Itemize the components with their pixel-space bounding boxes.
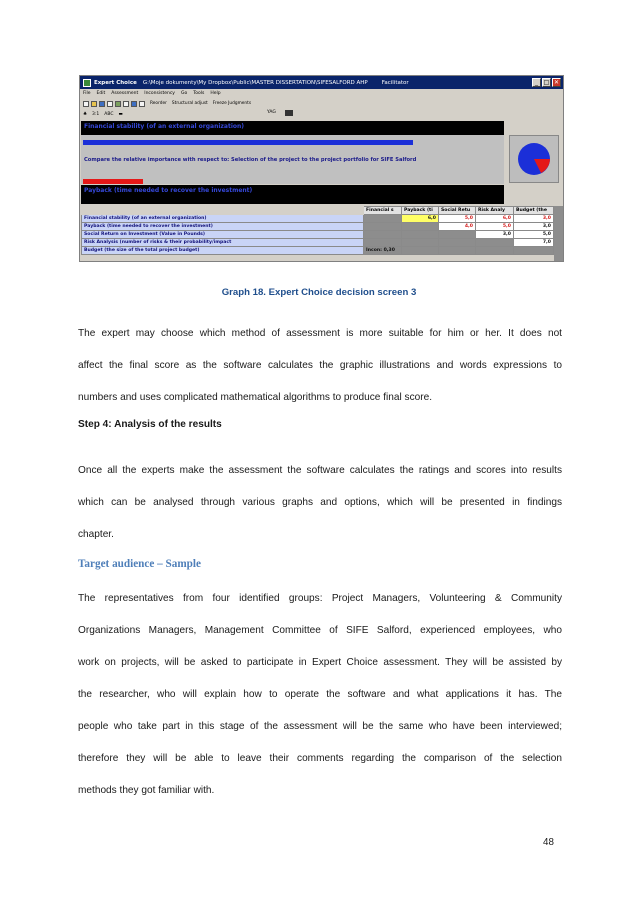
matrix-cell: [514, 247, 554, 255]
col-header-risk: Risk Analy: [476, 207, 514, 215]
matrix-cell[interactable]: 3,0: [514, 223, 554, 231]
menu-help[interactable]: Help: [210, 91, 221, 96]
text-line: Once all the experts make the assessment the software calculates the ratings and scores into results: [78, 465, 562, 476]
matrix-cell: [476, 247, 514, 255]
menu-tools[interactable]: Tools: [193, 91, 205, 96]
matrix-cell[interactable]: 5,0: [514, 231, 554, 239]
inconsistency-value: Incon: 0,30: [364, 247, 402, 255]
paragraph-analysis: [78, 455, 562, 551]
matrix-cell[interactable]: 3,0: [476, 231, 514, 239]
row-label-budget[interactable]: Budget (the size of the total project budget): [82, 247, 364, 255]
app-icon: [83, 79, 91, 87]
freeze-judgments-button[interactable]: Freeze Judgments: [212, 101, 252, 106]
matrix-cell: [402, 231, 439, 239]
text-line: work on projects, will be asked to participate in Expert Choice assessment. They will be assisted by: [78, 657, 562, 668]
matrix-cell[interactable]: 7,0: [514, 239, 554, 247]
text-line: therefore they will be able to leave their comments regarding the comparison of the selection: [78, 753, 562, 764]
top-criterion-bar: [81, 121, 504, 135]
sort-icon[interactable]: [139, 101, 145, 107]
col-header-payback: Payback (ti: [402, 207, 439, 215]
matrix-scrollbar[interactable]: [554, 206, 563, 261]
matrix-row: [82, 215, 554, 223]
text-line: methods they got familiar with.: [78, 785, 215, 796]
matrix-cell: [402, 223, 439, 231]
print-icon[interactable]: [107, 101, 113, 107]
text-line: the researcher, who will explain how to operate the software and what applications it has. The: [78, 689, 562, 700]
matrix-cell: [439, 239, 476, 247]
bottom-criterion-bar: [81, 185, 504, 204]
facilitator-label: Facilitator: [381, 79, 409, 86]
pie-chart-box: [509, 135, 559, 183]
figure-caption: Graph 18. Expert Choice decision screen 3: [221, 287, 417, 298]
section-heading: Target audience – Sample: [78, 558, 201, 570]
grid-icon[interactable]: [285, 110, 293, 116]
text-line: chapter.: [78, 529, 114, 540]
matrix-cell: [476, 239, 514, 247]
main-toolbar: [80, 98, 563, 109]
matrix-row: [82, 223, 554, 231]
top-criterion-text: Financial stability (of an external organization): [84, 123, 245, 130]
matrix-cell: [439, 231, 476, 239]
window-titlebar: [80, 76, 563, 89]
matrix-row: [82, 239, 554, 247]
graphic-mode-icon[interactable]: ▬: [118, 111, 123, 117]
file-path: G:\Moje dokumenty\My Dropbox\Public\MASTER DISSERTATION\SIFESALFORD AHP: [142, 79, 368, 86]
menu-bar: [80, 89, 563, 98]
text-line: people who take part in this stage of the assessment will be the same who have been interviewed;: [78, 721, 562, 732]
text-line: The expert may choose which method of assessment is more suitable for him or her. It does not: [78, 328, 562, 339]
menu-inconsistency[interactable]: Inconsistency: [144, 91, 175, 96]
row-label-financial[interactable]: Financial stability (of an external organization): [82, 215, 364, 223]
text-line: Organizations Managers, Management Committee of SIFE Salford, experienced employees, who: [78, 625, 562, 636]
tree-view-icon[interactable]: [115, 101, 121, 107]
step4-heading: Step 4: Analysis of the results: [78, 419, 222, 430]
menu-assessment[interactable]: Assessment: [111, 91, 139, 96]
chart-icon[interactable]: [131, 101, 137, 107]
menu-edit[interactable]: Edit: [96, 91, 106, 96]
matrix-cell: [364, 223, 402, 231]
paragraph-target-audience: [78, 583, 562, 807]
open-folder-icon[interactable]: [91, 101, 97, 107]
matrix-cell: [402, 247, 439, 255]
matrix-cell: [364, 231, 402, 239]
matrix-cell: [364, 239, 402, 247]
app-name: Expert Choice: [94, 79, 137, 86]
window-controls: [532, 78, 561, 87]
pie-chart: [510, 136, 558, 182]
bottom-criterion-text: Payback (time needed to recover the investment): [84, 187, 253, 194]
col-header-social: Social Retu: [439, 207, 476, 215]
matrix-cell[interactable]: 5,0: [439, 215, 476, 223]
comparison-blue-bar[interactable]: [83, 140, 413, 145]
text-line: which can be analysed through various graphs and options, which will be presented in findings: [78, 497, 562, 508]
matrix-cell[interactable]: 6,0: [402, 215, 439, 223]
maximize-button[interactable]: □: [543, 79, 550, 86]
col-header-financial: Financial s: [364, 207, 402, 215]
col-header-budget: Budget (the: [514, 207, 554, 215]
ratio-mode-button[interactable]: 3:1: [92, 111, 100, 117]
yag-button[interactable]: YAG: [267, 110, 276, 115]
matrix-header-row: [82, 207, 554, 215]
matrix-cell: [364, 215, 402, 223]
structural-adjust-button[interactable]: Structural adjust: [171, 101, 208, 106]
minimize-button[interactable]: _: [532, 78, 541, 87]
matrix-cell[interactable]: 5,0: [476, 223, 514, 231]
paragraph-assessment-method: [78, 318, 562, 414]
page-number: 48: [543, 837, 554, 848]
matrix-cell[interactable]: 6,0: [476, 215, 514, 223]
matrix-cell[interactable]: 4,0: [439, 223, 476, 231]
save-icon[interactable]: [99, 101, 105, 107]
row-label-social[interactable]: Social Return on Investment (Value in Pounds): [82, 231, 364, 239]
text-line: numbers and uses complicated mathematical algorithms to produce final score.: [78, 392, 433, 403]
row-label-payback[interactable]: Payback (time needed to recover the investment): [82, 223, 364, 231]
comparison-red-bar[interactable]: [83, 179, 143, 184]
verbal-mode-button[interactable]: ABC: [104, 111, 114, 117]
compare-instruction: Compare the relative importance with respect to: Selection of the project to the project portfolio for SIFE Salford: [84, 157, 417, 163]
matrix-cell[interactable]: 3,0: [514, 215, 554, 223]
numerical-mode-icon[interactable]: ♣: [83, 111, 88, 117]
expert-choice-screenshot: [79, 75, 564, 262]
matrix-cell: [439, 247, 476, 255]
row-label-risk[interactable]: Risk Analysis (number of risks & their probability/impact: [82, 239, 364, 247]
menu-go[interactable]: Go: [180, 91, 188, 96]
reorder-button[interactable]: Reorder: [150, 101, 167, 106]
menu-file[interactable]: File: [83, 91, 91, 96]
comparison-matrix: [81, 206, 554, 255]
close-button[interactable]: ✕: [553, 79, 560, 86]
mode-toolbar: [80, 109, 563, 119]
copy-icon[interactable]: [123, 101, 129, 107]
new-file-icon[interactable]: [83, 101, 89, 107]
text-line: The representatives from four identified groups: Project Managers, Volunteering & Community: [78, 593, 562, 604]
text-line: affect the final score as the software calculates the graphic illustrations and words expressions to: [78, 360, 562, 371]
matrix-corner: [82, 207, 364, 215]
matrix-row: [82, 247, 554, 255]
matrix-row: [82, 231, 554, 239]
matrix-cell: [402, 239, 439, 247]
